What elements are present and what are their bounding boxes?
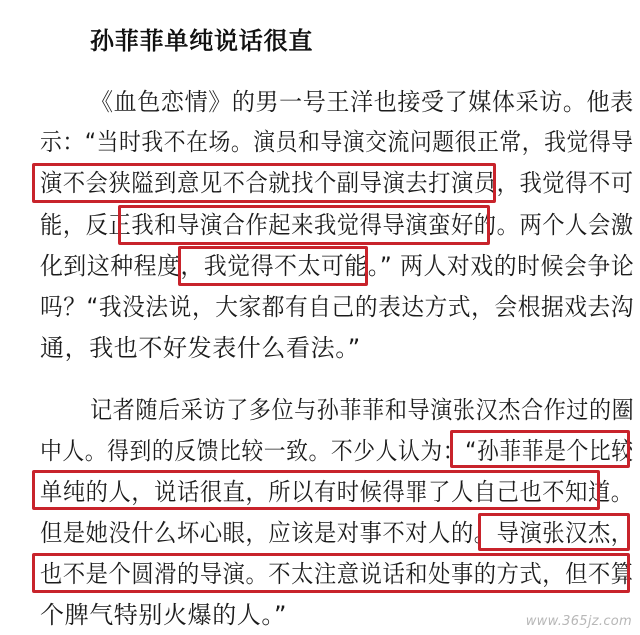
paragraph-2-line-5: 也不是个圆滑的导演。不太注意说话和处事的方式，但不算 xyxy=(40,560,634,588)
paragraph-1-line-4: 能，反正我和导演合作起来我觉得导演蛮好的。两个人会激 xyxy=(40,211,634,239)
site-watermark: www.365jz.com xyxy=(525,614,632,629)
paragraph-1-line-1: 《血色恋情》的男一号王洋也接受了媒体采访。他表 xyxy=(90,88,634,116)
paragraph-1-line-5: 化到这种程度，我觉得不太可能。” 两人对戏的时候会争论 xyxy=(40,252,635,280)
paragraph-1-line-7: 通，我也不好发表什么看法。” xyxy=(40,334,361,362)
paragraph-1-line-2: 示：“当时我不在场。演员和导演交流问题很正常，我觉得导 xyxy=(40,128,634,156)
paragraph-1-line-3: 演不会狭隘到意见不合就找个副导演去打演员，我觉得不可 xyxy=(40,169,634,197)
paragraph-2-line-4: 但是她没什么坏心眼，应该是对事不对人的。导演张汉杰， xyxy=(40,519,634,547)
paragraph-2-line-6: 个脾气特别火爆的人。” xyxy=(40,601,288,629)
paragraph-2-line-3: 单纯的人，说话很直，所以有时候得罪了人自己也不知道。 xyxy=(40,478,634,506)
article-heading: 孙菲菲单纯说话很直 xyxy=(90,27,314,55)
paragraph-2-line-2: 中人。得到的反馈比较一致。不少人认为：“孙菲菲是个比较 xyxy=(40,437,634,465)
paragraph-2-line-1: 记者随后采访了多位与孙菲菲和导演张汉杰合作过的圈 xyxy=(90,396,635,424)
paragraph-1-line-6: 吗？“我没法说，大家都有自己的表达方式，会根据戏去沟 xyxy=(40,293,635,321)
